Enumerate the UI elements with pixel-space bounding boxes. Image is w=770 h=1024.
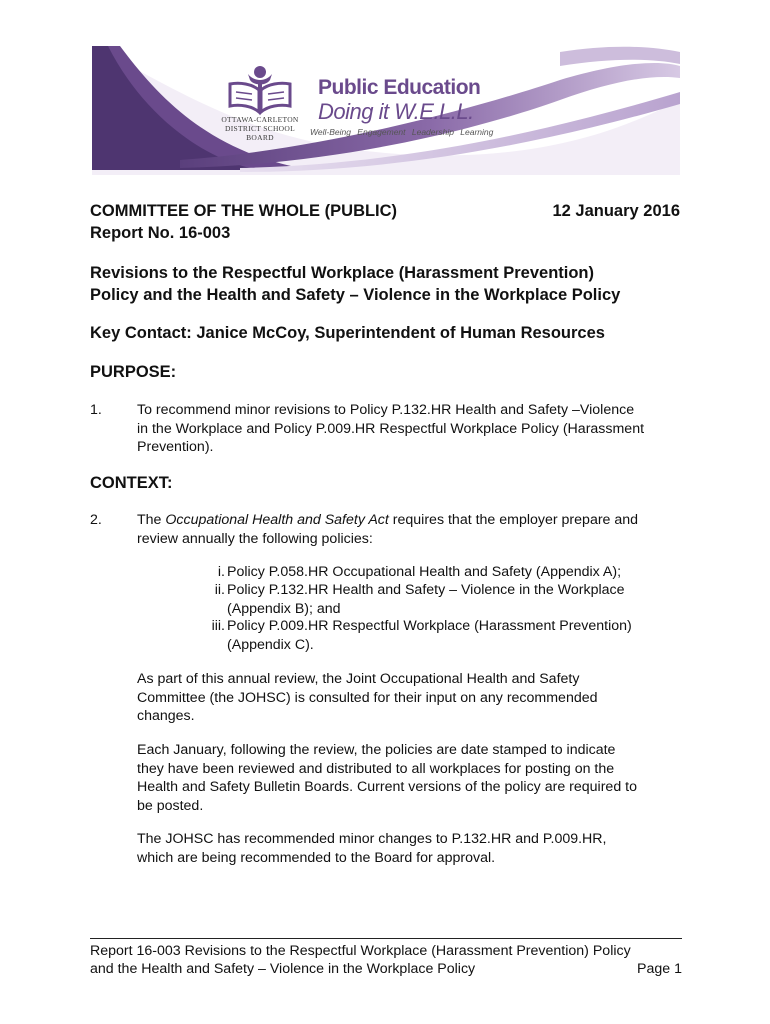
list-item bbox=[190, 563, 670, 582]
paragraph-line: Committee (the JOHSC) is consulted for their input on any recommended bbox=[137, 689, 598, 706]
logo-text-line1: OTTAWA-CARLETON bbox=[221, 115, 299, 124]
context-item-number: 2. bbox=[90, 512, 102, 528]
list-item-line: Policy P.132.HR Health and Safety – Violence in the Workplace bbox=[227, 582, 625, 598]
paragraph-line: be posted. bbox=[137, 797, 204, 814]
list-item bbox=[190, 617, 670, 653]
footer-divider bbox=[90, 938, 682, 939]
purpose-line: To recommend minor revisions to Policy P.132.HR Health and Safety –Violence bbox=[137, 402, 635, 418]
purpose-line: Prevention). bbox=[137, 439, 214, 455]
footer-line2: and the Health and Safety – Violence in the Workplace Policy bbox=[90, 961, 476, 977]
brand-tagline: Well-Being Engagement Leadership Learning bbox=[310, 127, 494, 137]
intro-line2: review annually the following policies: bbox=[137, 530, 373, 547]
logo-text-line2: DISTRICT SCHOOL BOARD bbox=[225, 124, 295, 142]
purpose-paragraph bbox=[137, 401, 682, 457]
list-item-number: ii. bbox=[214, 582, 225, 598]
act-name: Occupational Health and Safety Act bbox=[165, 512, 389, 528]
key-contact: Key Contact: Janice McCoy, Superintendent of Human Resources bbox=[90, 324, 605, 342]
paragraph-line: changes. bbox=[137, 708, 195, 724]
paragraph-line: they have been reviewed and distributed to all workplaces for posting on the bbox=[137, 760, 615, 777]
brand-slogan: Doing it W.E.L.L. bbox=[318, 99, 474, 124]
report-date: 12 January 2016 bbox=[552, 202, 680, 220]
report-number: Report No. 16-003 bbox=[90, 224, 231, 242]
list-item-line: (Appendix C). bbox=[227, 636, 314, 653]
context-paragraph-recommendation bbox=[137, 830, 682, 867]
report-title-line1: Revisions to the Respectful Workplace (Harassment Prevention) bbox=[90, 264, 594, 282]
list-item bbox=[190, 581, 670, 617]
list-item-line: (Appendix B); and bbox=[227, 600, 341, 617]
paragraph-line: The JOHSC has recommended minor changes to P.132.HR and P.009.HR, bbox=[137, 831, 607, 847]
list-item-number: i. bbox=[217, 564, 225, 580]
paragraph-line: As part of this annual review, the Joint Occupational Health and Safety bbox=[137, 671, 580, 687]
brand-title: Public Education bbox=[318, 76, 481, 99]
purpose-item-number: 1. bbox=[90, 402, 102, 418]
intro-prefix: The bbox=[137, 512, 166, 528]
intro-suffix: requires that the employer prepare and bbox=[388, 512, 639, 528]
school-board-logo-icon bbox=[226, 64, 294, 116]
purpose-heading: PURPOSE: bbox=[90, 363, 177, 381]
logo-text bbox=[212, 115, 308, 142]
context-heading: CONTEXT: bbox=[90, 474, 173, 492]
committee-heading: COMMITTEE OF THE WHOLE (PUBLIC) bbox=[90, 202, 398, 220]
report-title-line2: Policy and the Health and Safety – Violence in the Workplace Policy bbox=[90, 286, 621, 304]
list-item-text bbox=[227, 563, 672, 582]
context-intro bbox=[137, 511, 682, 548]
paragraph-line: Each January, following the review, the policies are date stamped to indicate bbox=[137, 742, 616, 758]
footer-line1: Report 16-003 Revisions to the Respectful Workplace (Harassment Prevention) Policy bbox=[90, 943, 631, 959]
list-item-line: Policy P.058.HR Occupational Health and Safety (Appendix A); bbox=[227, 564, 622, 580]
list-item-text bbox=[227, 617, 672, 654]
list-item-number: iii. bbox=[211, 618, 225, 634]
purpose-line: in the Workplace and Policy P.009.HR Respectful Workplace Policy (Harassment bbox=[137, 420, 645, 437]
paragraph-line: which are being recommended to the Board for approval. bbox=[137, 849, 496, 866]
list-item-line: Policy P.009.HR Respectful Workplace (Harassment Prevention) bbox=[227, 618, 632, 634]
list-item-text bbox=[227, 581, 672, 618]
paragraph-line: Health and Safety Bulletin Boards. Current versions of the policy are required to bbox=[137, 779, 637, 795]
page-number: Page 1 bbox=[637, 961, 682, 977]
context-paragraph-review bbox=[137, 670, 682, 726]
context-paragraph-posting bbox=[137, 741, 682, 815]
